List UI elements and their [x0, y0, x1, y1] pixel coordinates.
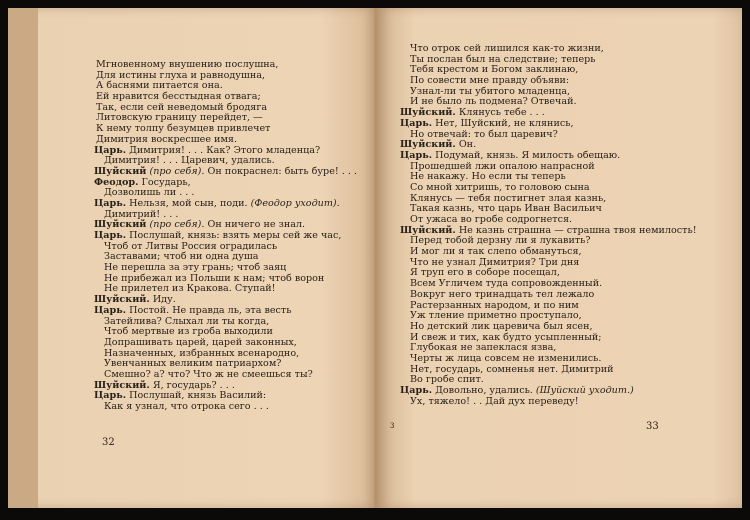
- line-text: Заставами; чтоб ни одна душа: [104, 251, 259, 263]
- speaker-name: Царь.: [400, 149, 433, 161]
- line-text: Клянусь тебе . . .: [455, 107, 545, 119]
- line-text: Допрашивать царей, царей законных,: [104, 336, 297, 348]
- speaker-name: Шуйский: [94, 165, 147, 177]
- speaker-name: Шуйский.: [400, 107, 456, 119]
- line-text: Он.: [455, 139, 477, 151]
- left-page: [8, 8, 376, 508]
- line-text: Димитрия! . . . Как? Этого младенца?: [126, 144, 321, 156]
- line-text: Ух, тяжело! . . Дай дух переведу!: [410, 395, 579, 407]
- line-text: Такая казнь, что царь Иван Васильич: [410, 203, 602, 215]
- line-text: И свеж и тих, как будто усыпленный;: [410, 331, 602, 343]
- line-text: Постой. Не правда ль, эта весть: [126, 304, 292, 316]
- right-page-text: [400, 44, 697, 407]
- line-text: Не казнь страшна — страшна твоя немилость!: [455, 224, 697, 236]
- page-edge-stack: [8, 8, 38, 508]
- line-text: Для истины глуха и равнодушна,: [96, 69, 266, 81]
- line-text: Глубокая не запеклася язва,: [410, 342, 557, 354]
- line-text: Что не узнал Димитрия? Три дня: [410, 256, 580, 268]
- text-line: [94, 402, 357, 413]
- speaker-name: Шуйский.: [94, 294, 150, 306]
- line-text: Увенчанных великим патриархом?: [104, 358, 282, 370]
- speaker-name: Феодор.: [94, 176, 139, 188]
- line-text: Дозволишь ли . . .: [104, 187, 195, 199]
- line-text: Нет, Шуйский, не клянись,: [432, 117, 574, 129]
- speaker-name: Царь.: [94, 390, 127, 402]
- stage-direction: (Феодор уходит).: [247, 197, 340, 209]
- line-text: От ужаса во гробе содрогнется.: [410, 214, 573, 225]
- line-text: Вокруг него тринадцать тел лежало: [410, 288, 595, 300]
- line-text: Как я узнал, что отрока сего . . .: [104, 401, 269, 412]
- line-text: Но отвечай: то был царевич?: [410, 128, 558, 140]
- speaker-name: Царь.: [94, 197, 127, 209]
- speaker-name: Царь.: [94, 144, 127, 156]
- speaker-name: Шуйский: [94, 219, 147, 231]
- line-text: Я труп его в соборе посещал,: [410, 267, 560, 279]
- line-text: Растерзанных народом, и по ним: [410, 299, 579, 311]
- line-text: Прошедшей лжи опалою напрасной: [410, 160, 595, 172]
- line-text: Уж тление приметно проступало,: [410, 310, 582, 322]
- line-text: Довольно, удались.: [432, 385, 533, 396]
- line-text: И мог ли я так слепо обмануться,: [410, 246, 582, 258]
- line-text: . Он покраснел: быть буре! . . .: [201, 165, 358, 177]
- line-text: Перед тобой дерзну ли я лукавить?: [410, 235, 591, 247]
- line-text: Нет, государь, сомненья нет. Димитрий: [410, 363, 614, 375]
- line-text: Ты послан был на следствие; теперь: [410, 53, 596, 65]
- line-text: Ей нравится бесстыдная отвага;: [96, 91, 261, 103]
- line-text: Так, если сей неведомый бродяга: [96, 101, 268, 113]
- line-text: Всем Угличем туда сопровожденный.: [410, 278, 603, 290]
- line-text: И не было ль подмена? Отвечай.: [410, 96, 577, 108]
- open-book: [8, 8, 742, 508]
- line-text: А баснями питается она.: [96, 80, 223, 92]
- speaker-name: Царь.: [94, 230, 127, 241]
- text-line: [400, 397, 697, 408]
- line-text: Государь,: [138, 176, 191, 188]
- line-text: Узнал-ли ты убитого младенца,: [410, 85, 571, 97]
- line-text: Димитрия воскресшее имя.: [96, 133, 238, 145]
- line-text: Не накажу. Но если ты теперь: [410, 171, 566, 183]
- line-text: Подумай, князь. Я милость обещаю.: [432, 149, 621, 161]
- line-text: Димитрий! . . .: [104, 208, 179, 220]
- line-text: Послушай, князь Василий:: [126, 390, 267, 402]
- line-text: Чтоб мертвые из гроба выходили: [104, 326, 273, 338]
- left-page-number: 32: [102, 437, 115, 448]
- speaker-name: Царь.: [94, 304, 127, 316]
- line-text: Димитрия! . . . Царевич, удались.: [104, 155, 275, 167]
- stage-direction: (Шуйский уходит.): [532, 385, 634, 396]
- line-text: Клянусь — тебя постигнет злая казнь,: [410, 192, 607, 204]
- line-text: Смешно? а? что? Что ж не смеешься ты?: [104, 368, 313, 380]
- line-text: Чтоб от Литвы Россия оградилась: [104, 240, 278, 252]
- stage-direction: (про себя): [146, 219, 202, 231]
- line-text: Не прилетел из Кракова. Ступай!: [104, 283, 276, 295]
- line-text: Я, государь? . . .: [149, 379, 235, 391]
- line-text: Тебя крестом и Богом заклинаю,: [410, 64, 579, 76]
- line-text: Не перешла за эту грань; чтоб заяц: [104, 262, 287, 274]
- right-page: [378, 8, 742, 508]
- speaker-name: Шуйский.: [400, 139, 456, 151]
- left-page-text: [94, 60, 357, 413]
- right-page-number: 33: [646, 421, 659, 432]
- speaker-name: Шуйский.: [94, 379, 150, 391]
- line-text: Назначенных, избранных всенародно,: [104, 347, 300, 359]
- line-text: Со мной хитришь, то головою сына: [410, 181, 590, 193]
- line-text: . Он ничего не знал.: [201, 219, 306, 231]
- signature-mark: 3: [390, 422, 395, 430]
- line-text: По совести мне правду объяви:: [410, 75, 570, 87]
- line-text: Нельзя, мой сын, поди.: [126, 197, 248, 209]
- line-text: Мгновенному внушению послушна,: [96, 59, 279, 70]
- line-text: Послушай, князь: взять меры сей же час,: [126, 230, 342, 241]
- line-text: Литовскую границу перейдет, —: [96, 112, 263, 124]
- line-text: Что отрок сей лишился как-то жизни,: [410, 43, 604, 54]
- line-text: Но детский лик царевича был ясен,: [410, 320, 593, 332]
- line-text: К нему толпу безумцев привлечет: [96, 123, 271, 135]
- speaker-name: Царь.: [400, 385, 433, 396]
- speaker-name: Шуйский.: [400, 224, 456, 236]
- line-text: Не прибежал из Польши к нам; чтоб ворон: [104, 272, 325, 284]
- line-text: Во гробе спит.: [410, 374, 484, 386]
- stage-direction: (про себя): [146, 165, 202, 177]
- line-text: Черты ж лица совсем не изменились.: [410, 352, 602, 364]
- line-text: Иду.: [149, 294, 176, 306]
- line-text: Затейлива? Слыхал ли ты когда,: [104, 315, 270, 327]
- speaker-name: Царь.: [400, 117, 433, 129]
